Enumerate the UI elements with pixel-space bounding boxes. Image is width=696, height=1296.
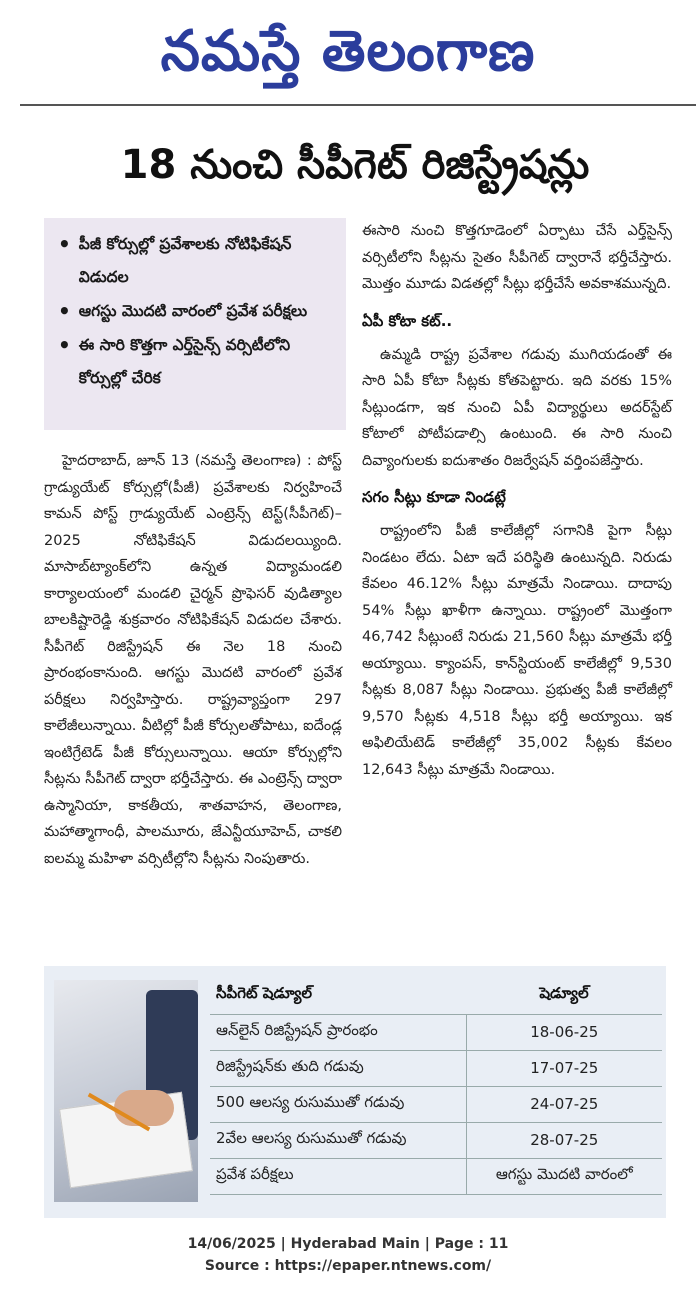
- footer-date-edition: 14/06/2025 | Hyderabad Main | Page : 11: [187, 1236, 509, 1252]
- highlight-text: పీజీ కోర్సుల్లో ప్రవేశాలకు నోటిఫికేషన్ విడుదల: [78, 235, 292, 286]
- table-row: [210, 1158, 662, 1194]
- subheading-seats: సగం సీట్లు కూడా నిండట్లే: [362, 488, 506, 506]
- schedule-date: 28-07-25: [466, 1122, 662, 1158]
- table-row: [210, 1122, 662, 1158]
- schedule-event: ఆన్‌లైన్ రిజిస్ట్రేషన్ ప్రారంభం: [210, 1014, 466, 1050]
- article-paragraph-seats: రాష్ట్రంలోని పీజీ కాలేజీల్లో సగానికి పైగా సీట్లు నిండటం లేదు. ఏటా ఇదే పరిస్థితి ఉంటున్నది. నిరుడు కేవలం 46.12% సీట్లు మాత్రమే నిండాయి. దాదాపు 54% సీట్లు ఖాళీగా ఉన్నాయి. రాష్ట్రంలో మొత్తంగా 46,742 సీట్లుంటే నిరుడు 21,560 సీట్లు మాత్రమే భర్తీ అయ్యాయి. క్యాంపస్, కాన్‌స్టియంట్ కాలేజీల్లో 9,530 సీట్లకు 8,087 సీట్లు నిండాయి. ప్రభుత్వ పీజీ కాలేజీల్లో 9,570 సీట్లకు 4,518 సీట్లు భర్తీ అయ్యాయి. ఇక అఫిలియేటెడ్ కాలేజీల్లో 35,002 సీట్లకు కేవలం 12,643 సీట్లు మాత్రమే నిండాయి.: [362, 523, 672, 778]
- bullet-icon: •: [58, 333, 71, 357]
- right-column: [362, 218, 672, 783]
- highlight-item: [58, 329, 336, 395]
- schedule-date: 17-07-25: [466, 1050, 662, 1086]
- schedule-event: 2వేల ఆలస్య రుసుముతో గడువు: [210, 1122, 466, 1158]
- article-headline: 18 నుంచి సీపీగెట్ రిజిస్ట్రేషన్లు: [120, 142, 590, 188]
- masthead-rule: [20, 104, 696, 106]
- schedule-header-event: సీపీగెట్ షెడ్యూల్: [216, 983, 313, 1002]
- table-row: [210, 1050, 662, 1086]
- schedule-event: 500 ఆలస్య రుసుముతో గడువు: [210, 1086, 466, 1122]
- schedule-date: ఆగస్టు మొదటి వారంలో: [466, 1158, 662, 1194]
- highlights-box: [44, 218, 346, 430]
- article-body-right-intro: ఈసారి నుంచి కొత్తగూడెంలో ఏర్పాటు చేసే ఎర్త్‌సైన్స్ వర్సిటీలోని సీట్లను సైతం సీపీగెట్ ద్వారానే భర్తీచేస్తారు. మొత్తం మూడు విడతల్లో సీట్లు భర్తీచేసే అవకాశమున్నది.: [362, 223, 672, 292]
- highlight-text: ఆగస్టు మొదటి వారంలో ప్రవేశ పరీక్షలు: [78, 302, 308, 320]
- schedule-table: [210, 976, 662, 1195]
- article-body-left: హైదరాబాద్, జూన్ 13 (నమస్తే తెలంగాణ) : పోస్ట్ గ్రాడ్యుయేట్ కోర్సుల్లో(పీజీ) ప్రవేశాలకు నిర్వహించే కామన్ పోస్ట్ గ్రాడ్యుయేట్ ఎంట్రెన్స్ టెస్ట్(సీపీగెట్)–2025 నోటిఫికేషన్ విడుదలయ్యింది. మాసాబ్‌ట్యాంక్‌లోని ఉన్నత విద్యామండలి కార్యాలయంలో మండలి చైర్మన్ ప్రొఫెసర్ వుడిత్యాల బాలకిష్టారెడ్డి శుక్రవారం నోటిఫికేషన్ విడుదల చేశారు. సీపీగెట్ రిజిస్ట్రేషన్ ఈ నెల 18 నుంచి ప్రారంభంకానుంది. ఆగస్టు మొదటి వారంలో ప్రవేశ పరీక్షలు నిర్వహిస్తారు. రాష్ట్రవ్యాప్తంగా 297 కాలేజీలున్నాయి. వీటిల్లో పీజీ కోర్సులతోపాటు, ఐదేండ్ల ఇంటిగ్రేటెడ్ పీజీ కోర్సులున్నాయి. ఆయా కోర్సుల్లోని సీట్లను సీపీగెట్ ద్వారా భర్తీచేస్తారు. ఈ ఎంట్రెన్స్ ద్వారా ఉస్మానియా, కాకతీయ, శాతవాహన, తెలంగాణ, మహాత్మాగాంధీ, పాలమూరు, జేఎన్టీయూహెచ్, చాకలి ఐలమ్మ మహిళా వర్సిటీల్లోని సీట్లను నింపుతారు.: [44, 453, 342, 867]
- schedule-header-date: షెడ్యూల్: [539, 983, 589, 1002]
- student-exam-photo: [54, 980, 198, 1202]
- schedule-event: ప్రవేశ పరీక్షలు: [210, 1158, 466, 1194]
- highlight-item: [58, 228, 336, 294]
- schedule-event: రిజిస్ట్రేషన్‌కు తుది గడువు: [210, 1050, 466, 1086]
- highlight-text: ఈ సారి కొత్తగా ఎర్త్‌సైన్స్ వర్సిటీలోని కోర్సుల్లో చేరిక: [78, 336, 291, 387]
- bullet-icon: •: [58, 232, 71, 256]
- footer-source-link[interactable]: Source : https://epaper.ntnews.com/: [204, 1258, 492, 1274]
- table-row: [210, 1014, 662, 1050]
- highlight-item: [58, 295, 336, 328]
- table-row: [210, 1086, 662, 1122]
- left-column: [44, 448, 342, 872]
- schedule-date: 24-07-25: [466, 1086, 662, 1122]
- subheading-ap-quota: ఏపీ కోటా కట్..: [362, 311, 453, 330]
- bullet-icon: •: [58, 299, 71, 323]
- newspaper-masthead: నమస్తే తెలంగాణ: [160, 19, 536, 84]
- schedule-date: 18-06-25: [466, 1014, 662, 1050]
- article-paragraph-ap-quota: ఉమ్మడి రాష్ట్ర ప్రవేశాల గడువు ముగియడంతో ఈ సారి ఏపీ కోటా సీట్లకు కోతపెట్టారు. ఇది వరకు 15% సీట్లుండగా, ఇక నుంచి ఏపీ విద్యార్థులు అదర్‌స్టేట్ కోటాలో పోటీపడాల్సి ఉంటుంది. ఈ సారి నుంచి దివ్యాంగులకు ఐదుశాతం రిజర్వేషన్ వర్తింపజేస్తారు.: [362, 346, 672, 469]
